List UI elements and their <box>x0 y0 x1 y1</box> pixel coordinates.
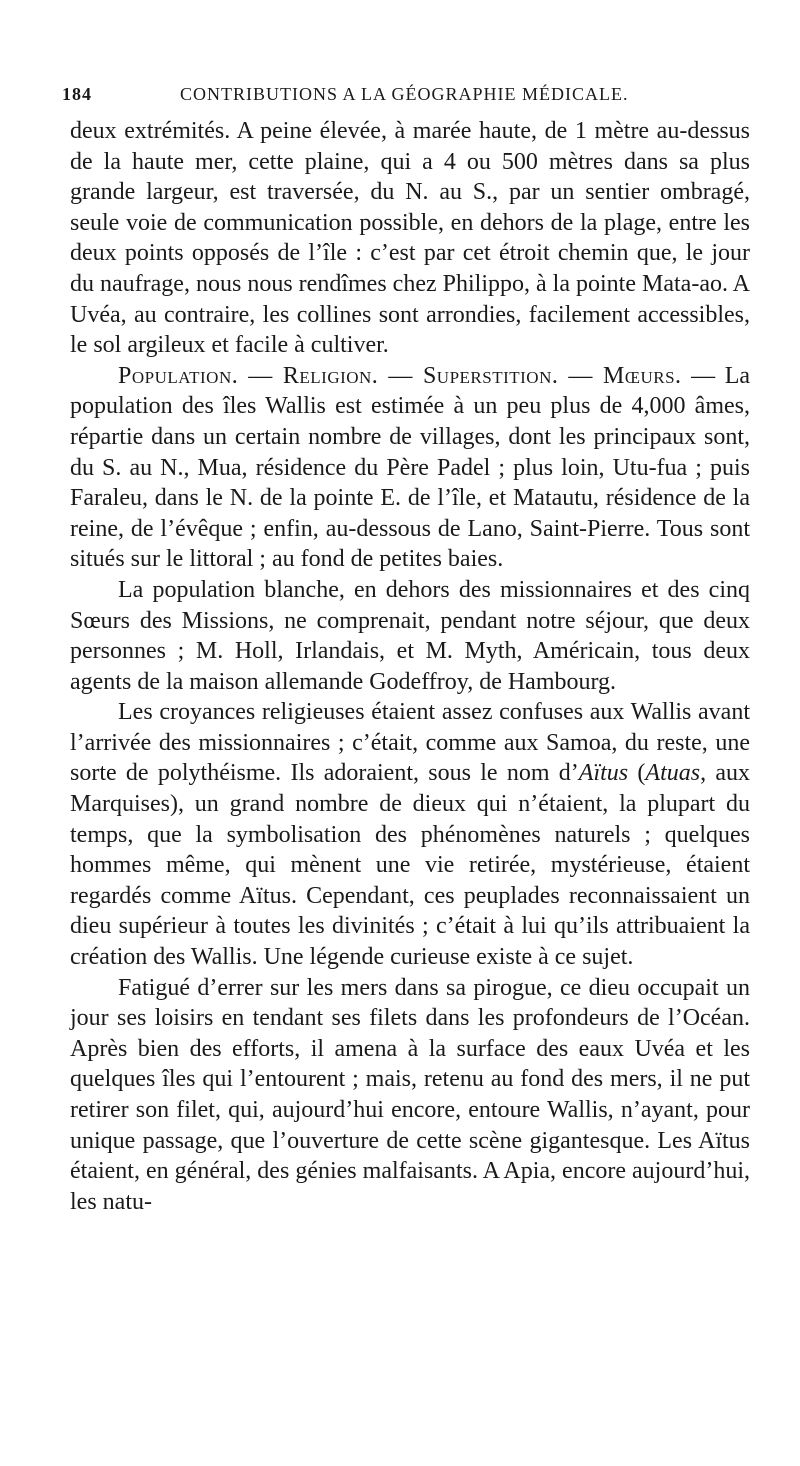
term-atuas: Atuas <box>645 760 701 787</box>
body-text <box>70 116 750 1217</box>
paragraph-population-text: — La population des îles Wallis est estimée à un peu plus de 4,000 âmes, répartie dans un certain nombre de villages, dont les principaux sont, du S. au N., Mua, résidence du Père Padel ; plus loin, Utu-fua ; puis Faraleu, dans le N. de la pointe E. de l’île, et Matautu, résidence de la reine, de l’évêque ; enfin, au-dessous de Lano, Saint-Pierre. Tous sont situés sur le littoral ; au fond de petites baies. <box>70 362 751 573</box>
paragraph-beliefs <box>70 697 750 972</box>
section-title: Population. — Religion. — Superstition. — Mœurs. <box>118 362 682 389</box>
paragraph-continuation: deux extrémités. A peine élevée, à marée haute, de 1 mètre au-dessus de la haute mer, cette plaine, qui a 4 ou 500 mètres dans sa plus grande largeur, est traversée, du N. au S., par un sentier ombragé, seule voie de communication possible, en dehors de la plage, entre les deux points opposés de l’île : c’est par cet étroit chemin que, le jour du naufrage, nous nous rendîmes chez Philippo, à la pointe Mata-ao. A Uvéa, au contraire, les collines sont arrondies, facilement accessibles, le sol argileux et facile à cultiver. <box>70 118 750 359</box>
paragraph-legend: Fatigué d’errer sur les mers dans sa pirogue, ce dieu occupait un jour ses loisirs en tendant ses filets dans les profondeurs de l’Océan. Après bien des efforts, il amena à la surface des eaux Uvéa et les quelques îles qui l’entourent ; mais, retenu au fond des mers, il ne put retirer son filet, qui, aujourd’hui encore, entoure Wallis, n’ayant, pour unique passage, que l’ouverture de cette scène gigantesque. Les Aïtus étaient, en général, des génies malfaisants. A Apia, encore aujourd’hui, les natu- <box>70 974 750 1215</box>
beliefs-text-mid: ( <box>628 760 646 787</box>
paragraph-population <box>70 361 750 575</box>
term-aitus: Aïtus <box>578 760 629 787</box>
beliefs-text-before: Les croyances religieuses étaient assez confuses aux Wallis avant l’arrivée des missionnaires ; c’était, comme aux Samoa, du reste, une sorte de polythéisme. Ils adoraient, sous le nom d’ <box>70 699 750 787</box>
page-number: 184 <box>62 84 92 104</box>
page-header <box>62 84 738 114</box>
beliefs-text-after: , aux Marquises), un grand nombre de dieux qui n’étaient, la plupart du temps, que la symbolisation des phénomènes naturels ; quelques hommes même, qui mènent une vie retirée, mystérieuse, étaient regardés comme Aïtus. Cependant, ces peuplades reconnaissaient un dieu supérieur à toutes les divinités ; c’était à lui qu’ils attribuaient la création des Wallis. Une légende curieuse existe à ce sujet. <box>70 760 751 971</box>
paragraph-white-population: La population blanche, en dehors des missionnaires et des cinq Sœurs des Missions, ne comprenait, pendant notre séjour, que deux personnes ; M. Holl, Irlandais, et M. Myth, Américain, tous deux agents de la maison allemande Godeffroy, de Hambourg. <box>70 576 750 695</box>
running-title: CONTRIBUTIONS A LA GÉOGRAPHIE MÉDICALE. <box>180 84 629 104</box>
